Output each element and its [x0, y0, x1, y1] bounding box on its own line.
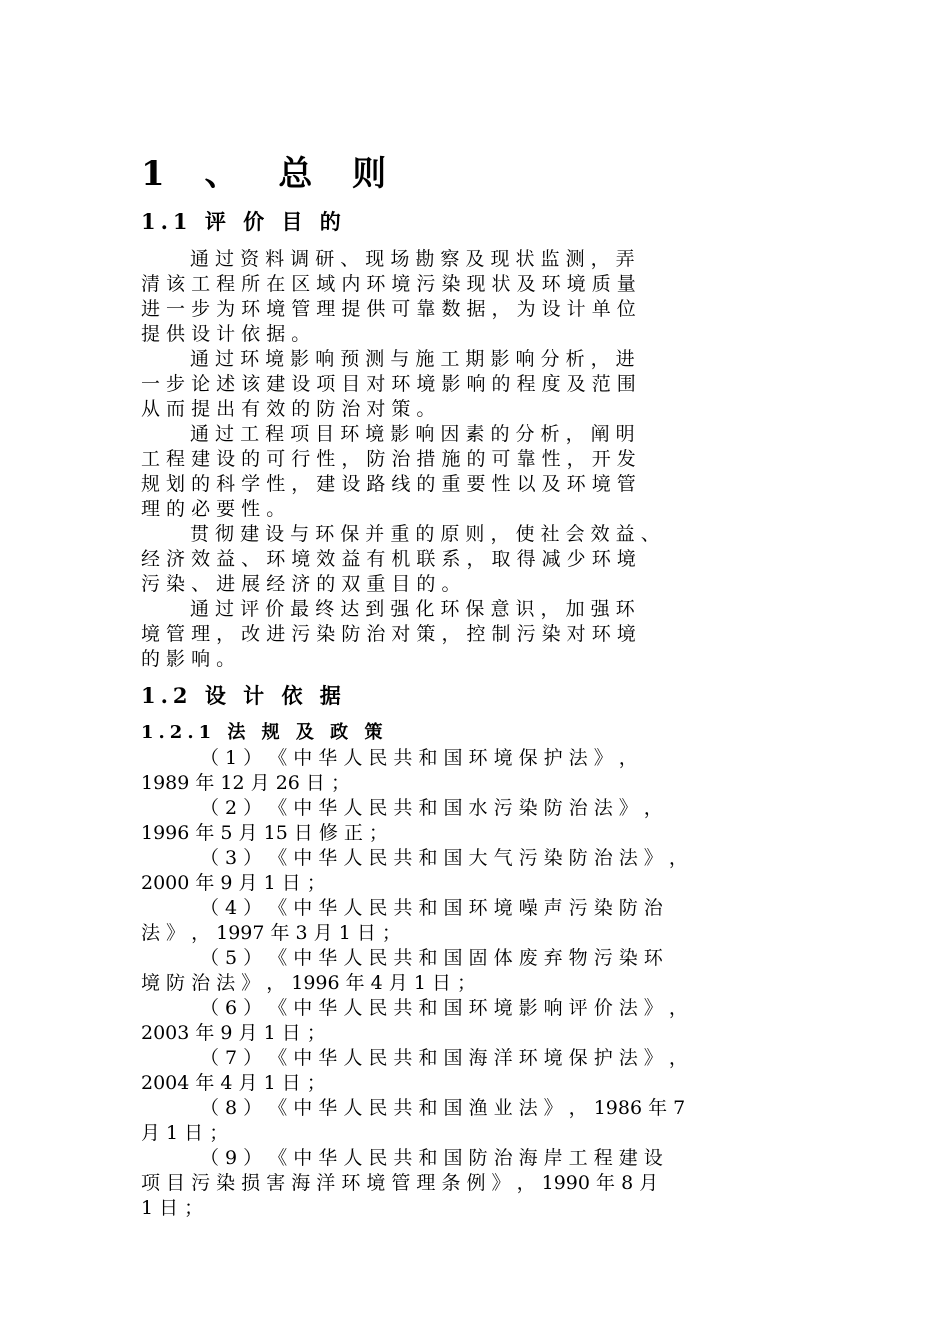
section-heading-1-2: 1.2 设 计 依 据: [141, 683, 346, 708]
paragraph-line: 一 步 论 述 该 建 设 项 目 对 环 境 影 响 的 程 度 及 范 围: [141, 373, 636, 395]
paragraph-line: 通 过 工 程 项 目 环 境 影 响 因 素 的 分 析 ， 阐 明: [190, 423, 635, 445]
paragraph-line: 从 而 提 出 有 效 的 防 治 对 策 。: [141, 398, 436, 420]
chapter-heading: 1 、 总 则: [141, 154, 401, 194]
subsection-heading-1-2-1: 1.2.1 法 规 及 政 策: [141, 722, 388, 743]
regulation-line: （ 9 ） 《 中 华 人 民 共 和 国 防 治 海 岸 工 程 建 设: [200, 1147, 663, 1169]
paragraph-line: 通 过 资 料 调 研 、 现 场 勘 察 及 现 状 监 测 ， 弄: [190, 248, 635, 270]
section-heading-1-1: 1.1 评 价 目 的: [141, 209, 346, 234]
paragraph-line: 清 该 工 程 所 在 区 域 内 环 境 污 染 现 状 及 环 境 质 量: [141, 273, 636, 295]
paragraph-line: 境 管 理 ， 改 进 污 染 防 治 对 策 ， 控 制 污 染 对 环 境: [141, 623, 636, 645]
regulation-line: 1996 年 5 月 15 日 修 正 ；: [141, 822, 388, 844]
paragraph-line: 贯 彻 建 设 与 环 保 并 重 的 原 则 ， 使 社 会 效 益 、: [190, 523, 660, 545]
regulation-line: （ 4 ） 《 中 华 人 民 共 和 国 环 境 噪 声 污 染 防 治: [200, 897, 663, 919]
regulation-line: 2004 年 4 月 1 日 ；: [141, 1072, 326, 1094]
paragraph-line: 理 的 必 要 性 。: [141, 498, 286, 520]
regulation-line: （ 1 ） 《 中 华 人 民 共 和 国 环 境 保 护 法 》 ，: [200, 747, 638, 769]
paragraph-line: 进 一 步 为 环 境 管 理 提 供 可 靠 数 据 ， 为 设 计 单 位: [141, 298, 636, 320]
regulation-line: 法 》 ， 1997 年 3 月 1 日 ；: [141, 922, 401, 944]
regulation-line: （ 6 ） 《 中 华 人 民 共 和 国 环 境 影 响 评 价 法 》 ，: [200, 997, 688, 1019]
section-1-1-body: [141, 247, 841, 672]
paragraph-line: 的 影 响 。: [141, 648, 236, 670]
regulation-line: 月 1 日 ；: [141, 1122, 229, 1144]
paragraph-line: 规 划 的 科 学 性 ， 建 设 路 线 的 重 要 性 以 及 环 境 管: [141, 473, 636, 495]
regulation-line: 项 目 污 染 损 害 海 洋 环 境 管 理 条 例 》 ， 1990 年 8 月: [141, 1172, 659, 1194]
paragraph-line: 通 过 评 价 最 终 达 到 强 化 环 保 意 识 ， 加 强 环: [190, 598, 635, 620]
regulation-line: 1989 年 12 月 26 日 ；: [141, 772, 350, 794]
paragraph-line: 提 供 设 计 依 据 。: [141, 323, 311, 345]
regulation-line: （ 2 ） 《 中 华 人 民 共 和 国 水 污 染 防 治 法 》 ，: [200, 797, 663, 819]
paragraph-line: 污 染 、 进 展 经 济 的 双 重 目 的 。: [141, 573, 461, 595]
regulation-line: 境 防 治 法 》 ， 1996 年 4 月 1 日 ；: [141, 972, 477, 994]
regulation-line: 2003 年 9 月 1 日 ；: [141, 1022, 326, 1044]
section-1-2-1-body: [141, 746, 841, 1221]
regulation-line: （ 5 ） 《 中 华 人 民 共 和 国 固 体 废 弃 物 污 染 环: [200, 947, 663, 969]
regulation-line: 1 日 ；: [141, 1197, 204, 1219]
regulation-line: （ 7 ） 《 中 华 人 民 共 和 国 海 洋 环 境 保 护 法 》 ，: [200, 1047, 688, 1069]
regulation-line: （ 8 ） 《 中 华 人 民 共 和 国 渔 业 法 》 ， 1986 年 7: [200, 1097, 686, 1119]
paragraph-line: 工 程 建 设 的 可 行 性 ， 防 治 措 施 的 可 靠 性 ， 开 发: [141, 448, 636, 470]
regulation-line: （ 3 ） 《 中 华 人 民 共 和 国 大 气 污 染 防 治 法 》 ，: [200, 847, 688, 869]
paragraph-line: 通 过 环 境 影 响 预 测 与 施 工 期 影 响 分 析 ， 进: [190, 348, 635, 370]
regulation-line: 2000 年 9 月 1 日 ；: [141, 872, 326, 894]
paragraph-line: 经 济 效 益 、 环 境 效 益 有 机 联 系 ， 取 得 减 少 环 境: [141, 548, 636, 570]
